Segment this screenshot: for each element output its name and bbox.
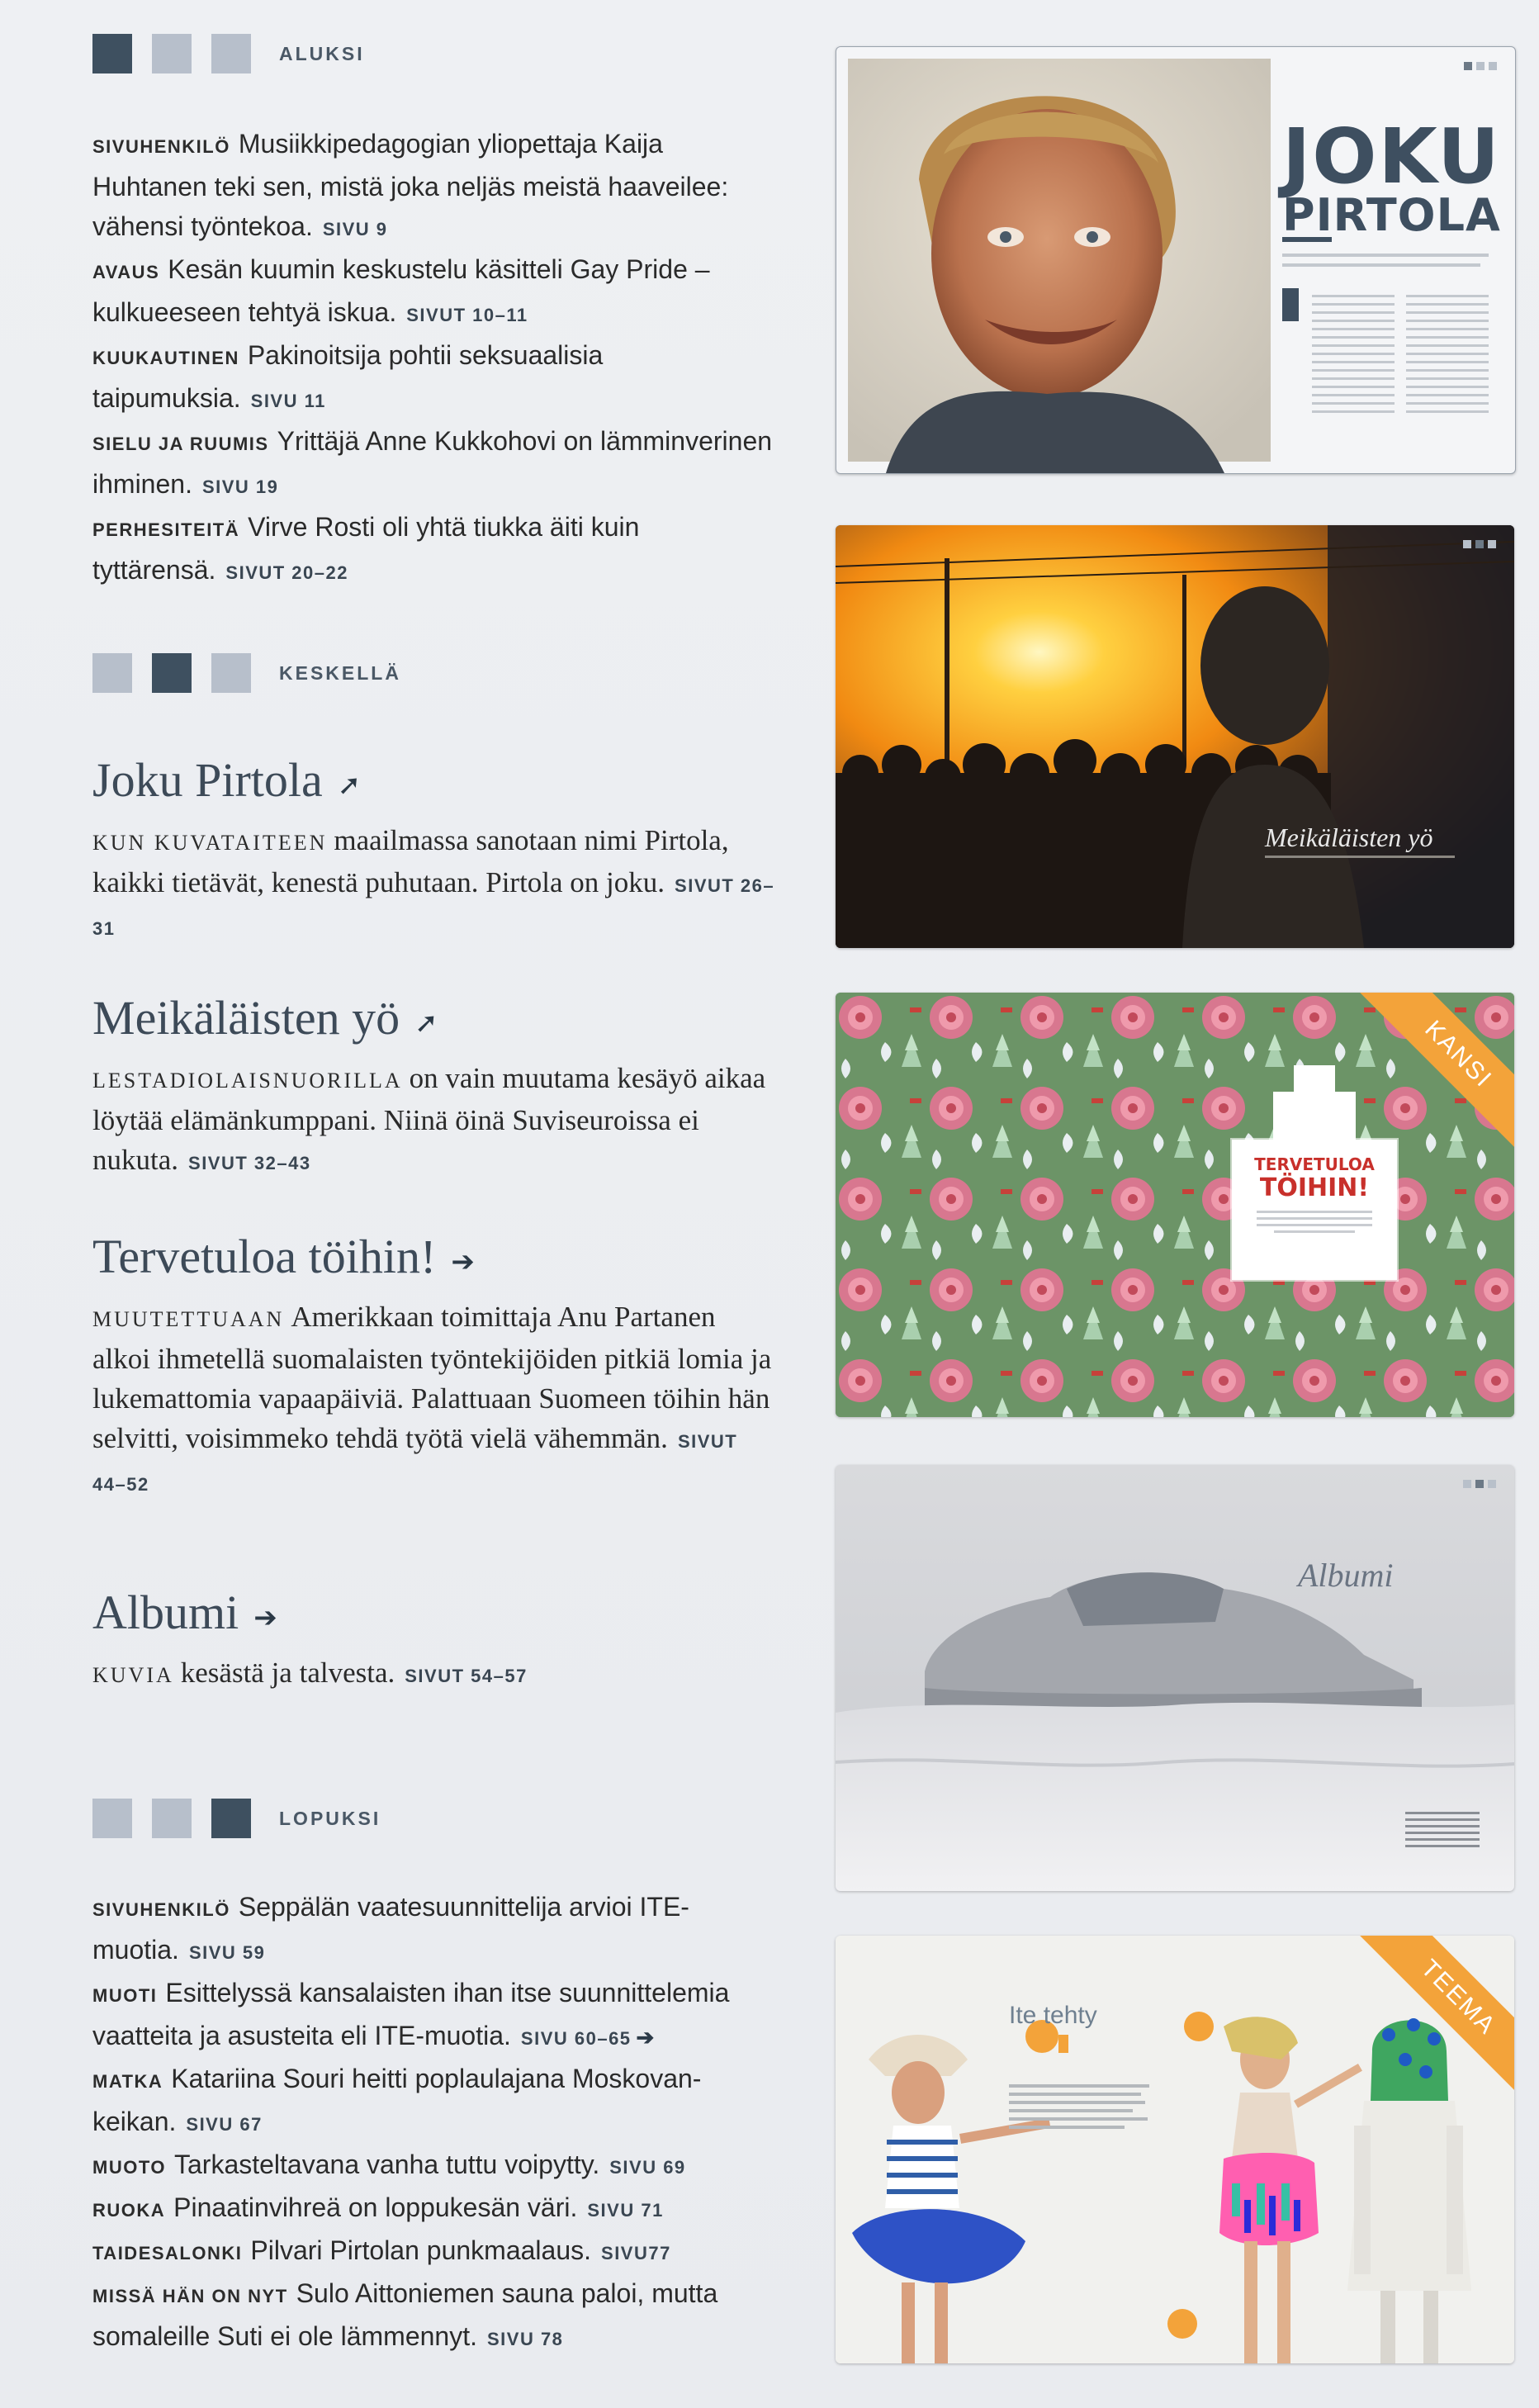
thumbnail-meikalaisten-yo[interactable]: [836, 525, 1514, 948]
item-category: RUOKA: [92, 2200, 166, 2221]
list-item[interactable]: [92, 1887, 778, 1973]
list-item[interactable]: [92, 2230, 778, 2273]
page-ref: SIVU 71: [587, 2200, 664, 2221]
lead-in: LESTADIOLAISNUORILLA: [92, 1068, 403, 1093]
item-category: KUUKAUTINEN: [92, 348, 239, 368]
article-title: Joku Pirtola ➚: [92, 753, 362, 807]
page-ref: SIVUT 54–57: [405, 1665, 528, 1686]
arrow-icon: ➔: [253, 1600, 277, 1634]
section-marker-square: [211, 1799, 251, 1838]
page-ref: SIVU 9: [322, 219, 388, 239]
item-text: Tarkasteltavana vanha tuttu voipytty.: [173, 2150, 600, 2179]
section-marker-square: [211, 653, 251, 693]
page-ref: SIVU 60–65: [520, 2028, 632, 2049]
page-ref: SIVU 19: [201, 476, 279, 497]
article-title: Meikäläisten yö ➚: [92, 991, 438, 1045]
corner-badge: [1357, 1936, 1514, 2093]
section-label: ALUKSI: [279, 42, 365, 64]
section-marker-square: [152, 653, 192, 693]
section-header-lopuksi: [92, 1798, 381, 1839]
list-item[interactable]: [92, 2145, 778, 2188]
section-dots: [1463, 1480, 1496, 1488]
item-category: PERHESITEITÄ: [92, 519, 240, 540]
page-ref: SIVUT 26–31: [92, 875, 775, 939]
page-ref: SIVUT 20–22: [225, 562, 348, 583]
list-item[interactable]: [92, 124, 778, 249]
page-ref: SIVUT 44–52: [92, 1430, 738, 1495]
page-ref: SIVU 59: [188, 1942, 266, 1963]
list-item[interactable]: [92, 507, 778, 593]
section-marker-square: [92, 34, 132, 73]
item-text: Katariina Souri heitti poplaulajana Moskovan-keikan.: [92, 2064, 702, 2136]
section-header-aluksi: [92, 33, 365, 74]
thumbnail-ite-tehty[interactable]: [836, 1936, 1514, 2363]
item-text: Pinaatinvihreä on loppukesän väri.: [173, 2192, 578, 2222]
item-category: MUOTO: [92, 2157, 166, 2178]
lead-in: KUVIA: [92, 1662, 174, 1687]
lopuksi-list: [92, 1887, 778, 2359]
item-category: MATKA: [92, 2071, 163, 2092]
thumbnail-joku-pirtola[interactable]: [836, 46, 1516, 474]
item-text: Yrittäjä Anne Kukkohovi on lämminverinen ihminen.: [92, 426, 773, 499]
spread-title: JOKU PIRTOLA: [1282, 112, 1501, 241]
arrow-icon: ➚: [414, 1006, 438, 1040]
article-meikalaisten-yo[interactable]: [92, 989, 778, 1183]
article-summary: KUVIA kesästä ja talvesta. SIVUT 54–57: [92, 1656, 528, 1689]
page-ref: SIVUT 10–11: [406, 305, 528, 325]
lead-in: KUN KUVATAITEEN: [92, 830, 328, 855]
item-category: TAIDESALONKI: [92, 2243, 243, 2263]
item-text: Musiikkipedagogian yliopettaja Kaija Huhtanen teki sen, mistä joka neljäs meistä haaveilee: vähensi työntekoa.: [92, 129, 729, 241]
article-title: Tervetuloa töihin! ➔: [92, 1230, 475, 1283]
sunset-crowd-image: [836, 525, 1514, 948]
article-title: Albumi ➔: [92, 1586, 277, 1639]
section-header-keskella: [92, 652, 401, 694]
section-marker-square: [152, 1799, 192, 1838]
section-marker-square: [152, 34, 192, 73]
thumbnail-tervetuloa-toihin[interactable]: [836, 993, 1514, 1417]
item-text: Sulo Aittoniemen sauna paloi, mutta somaleille Suti ei ole lämmennyt.: [92, 2278, 718, 2351]
list-item[interactable]: [92, 2273, 778, 2359]
section-marker-square: [92, 1799, 132, 1838]
arrow-icon: ➚: [337, 768, 362, 802]
spread-title: Meikäläisten yö: [1265, 822, 1433, 852]
page-ref: SIVU77: [601, 2243, 671, 2263]
thumbnail-albumi[interactable]: [836, 1465, 1514, 1891]
item-category: SIVUHENKILÖ: [92, 1899, 230, 1920]
badge-label: TEEMA: [1415, 1954, 1502, 2041]
article-tervetuloa-toihin[interactable]: [92, 1228, 778, 1505]
item-text: Pilvari Pirtolan punkmaalaus.: [250, 2235, 592, 2265]
page-ref: SIVU 69: [609, 2157, 686, 2178]
page-ref: SIVU 67: [186, 2114, 263, 2135]
arrow-icon: ➔: [636, 2025, 655, 2050]
corner-badge: [1357, 993, 1514, 1149]
section-dots: [1464, 62, 1497, 70]
spread-title: Albumi: [1298, 1557, 1394, 1594]
badge-label: KANSI: [1419, 1015, 1498, 1093]
cover-text-box: TERVETULOA TÖIHIN!: [1232, 1140, 1397, 1280]
section-label: KESKELLÄ: [279, 661, 401, 684]
item-category: SIVUHENKILÖ: [92, 136, 230, 157]
item-text: Seppälän vaatesuunnittelija arvioi ITE-muotia.: [92, 1892, 689, 1965]
snow-car-image: [836, 1465, 1514, 1891]
item-text: Kesän kuumin keskustelu käsitteli Gay Pride –kulkueeseen tehtyä iskua.: [92, 254, 710, 327]
list-item[interactable]: [92, 335, 778, 421]
lead-in: MUUTETTUAAN: [92, 1306, 285, 1331]
section-marker-square: [92, 653, 132, 693]
item-category: MISSÄ HÄN ON NYT: [92, 2286, 288, 2306]
list-item[interactable]: [92, 2059, 778, 2145]
item-text: Esittelyssä kansalaisten ihan itse suunnittelemia vaatteita ja asusteita eli ITE-muotia.: [92, 1978, 730, 2050]
item-category: AVAUS: [92, 262, 160, 282]
list-item[interactable]: [92, 2188, 778, 2230]
article-joku-pirtola[interactable]: [92, 751, 778, 949]
spread-title: Ite tehty: [1009, 2002, 1097, 2029]
item-text: Virve Rosti oli yhtä tiukka äiti kuin tyttärensä.: [92, 512, 640, 585]
portrait-image: [836, 47, 1515, 473]
page-ref: SIVUT 32–43: [188, 1152, 311, 1173]
article-summary: LESTADIOLAISNUORILLA on vain muutama kesäyö aikaa löytää elämänkumppani. Niinä öinä Suviseuroissa ei nukuta. SIVUT 32–43: [92, 1061, 766, 1176]
item-text: Pakinoitsija pohtii seksuaalisia taipumuksia.: [92, 340, 604, 413]
page-ref: SIVU 78: [486, 2329, 564, 2349]
section-dots: [1463, 540, 1496, 548]
item-category: SIELU JA RUUMIS: [92, 434, 269, 454]
section-marker-square: [211, 34, 251, 73]
article-albumi[interactable]: [92, 1584, 778, 1696]
article-summary: MUUTETTUAAN Amerikkaan toimittaja Anu Partanen alkoi ihmetellä suomalaisten työntekijöiden pitkiä lomia ja lukemattomia vapaapäiviä. Palattuaan Suomeen töihin hän selvitti, voisimmeko tehdä työtä vielä vähemmän. SIVUT 44–52: [92, 1300, 772, 1495]
list-item[interactable]: [92, 249, 778, 335]
list-item[interactable]: [92, 421, 778, 507]
page-ref: SIVU 11: [250, 391, 326, 411]
list-item[interactable]: [92, 1973, 778, 2059]
section-label: LOPUKSI: [279, 1807, 381, 1829]
item-category: MUOTI: [92, 1985, 158, 2006]
aluksi-list: [92, 124, 778, 593]
article-summary: KUN KUVATAITEEN maailmassa sanotaan nimi Pirtola, kaikki tietävät, kenestä puhutaan. Pirtola on joku. SIVUT 26–31: [92, 823, 775, 939]
arrow-icon: ➔: [451, 1244, 475, 1278]
